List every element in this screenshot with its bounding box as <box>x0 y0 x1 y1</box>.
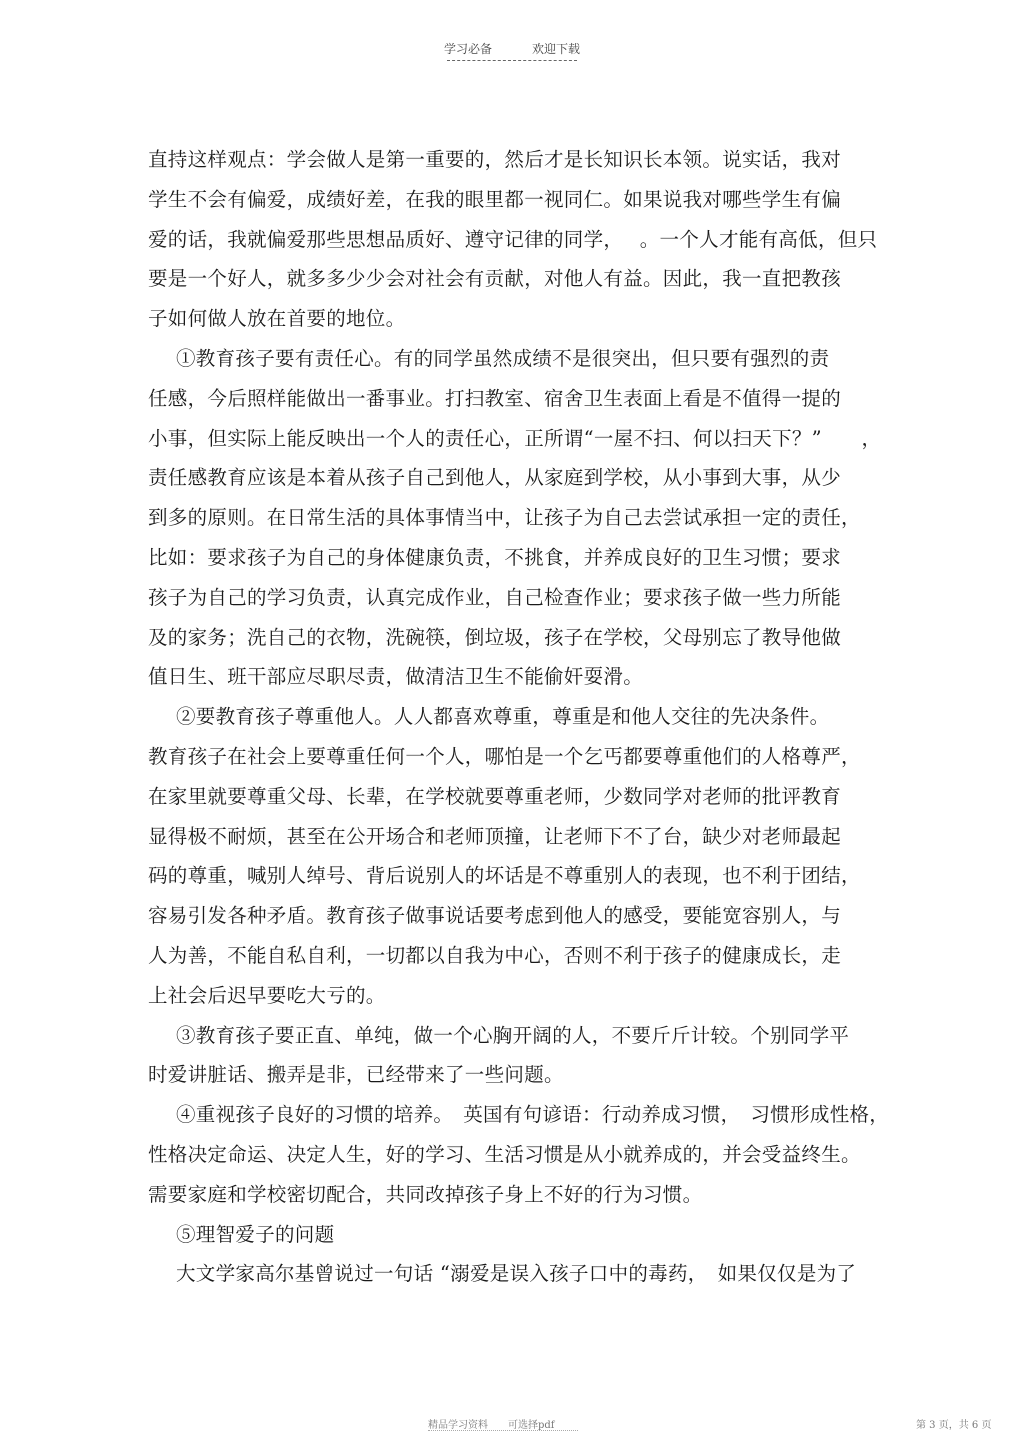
text-line: ⑤理智爱子的问题 <box>176 1222 335 1246</box>
text-line: 孩子为自己的学习负责，认真完成作业，自己检查作业；要求孩子做一些力所能 <box>148 585 842 609</box>
text-line: ③教育孩子要正直、单纯，做一个心胸开阔的人，不要斤斤计较。个别同学平 <box>176 1023 850 1047</box>
footer-page-number: 第 3 页，共 6 页 <box>916 1420 992 1431</box>
footer-left-text: 精品学习资料 可选择pdf <box>428 1420 555 1431</box>
text-line: 大文学家高尔基曾说过一句话 “溺爱是误入孩子口中的毒药， 如果仅仅是为了 <box>176 1262 857 1286</box>
text-line: 显得极不耐烦，甚至在公开场合和老师顶撞，让老师下不了台，缺少对老师最起 <box>148 824 842 848</box>
header-rule <box>447 60 577 61</box>
text-line: 比如：要求孩子为自己的身体健康负责，不挑食，并养成良好的卫生习惯；要求 <box>148 545 842 569</box>
text-line: 上社会后迟早要吃大亏的。 <box>148 983 386 1007</box>
text-line: 人为善，不能自私自利，一切都以自我为中心，否则不利于孩子的健康成长，走 <box>148 943 842 967</box>
text-line: 小事，但实际上能反映出一个人的责任心，正所谓“一屋不扫、何以扫天下？” ， <box>148 426 882 450</box>
text-line: 要是一个好人，就多多少少会对社会有贡献，对他人有益。因此，我一直把教孩 <box>148 267 842 291</box>
text-line: 码的尊重，喊别人绰号、背后说别人的坏话是不尊重别人的表现，也不利于团结， <box>148 864 861 888</box>
text-line: 子如何做人放在首要的地位。 <box>148 307 406 331</box>
text-line: 直持这样观点：学会做人是第一重要的，然后才是长知识长本领。说实话，我对 <box>148 148 842 171</box>
text-line: 值日生、班干部应尽职尽责，做清洁卫生不能偷奸耍滑。 <box>148 665 644 689</box>
body-text <box>148 140 888 1294</box>
header-left-text: 学习必备 <box>443 42 492 56</box>
text-line: 责任感教育应该是本着从孩子自己到他人，从家庭到学校，从小事到大事，从少 <box>148 466 842 490</box>
text-line: 教育孩子在社会上要尊重任何一个人，哪怕是一个乞丐都要尊重他们的人格尊严， <box>148 744 861 768</box>
text-line: 及的家务；洗自己的衣物，洗碗筷，倒垃圾，孩子在学校，父母别忘了教导他做 <box>148 625 842 649</box>
text-line: 学生不会有偏爱，成绩好差，在我的眼里都一视同仁。如果说我对哪些学生有偏 <box>148 187 842 211</box>
text-line: 任感，今后照样能做出一番事业。打扫教室、宿舍卫生表面上看是不值得一提的 <box>148 386 842 410</box>
text-line: 性格决定命运、决定人生，好的学习、生活习惯是从小就养成的，并会受益终生。 <box>148 1142 861 1166</box>
text-line: 需要家庭和学校密切配合，共同改掉孩子身上不好的行为习惯。 <box>148 1182 703 1206</box>
text-line: 容易引发各种矛盾。教育孩子做事说话要考虑到他人的感受，要能宽容别人，与 <box>148 904 842 928</box>
footer-rule <box>428 1430 578 1431</box>
text-line: ④重视孩子良好的习惯的培养。 英国有句谚语：行动养成习惯， 习惯形成性格， <box>176 1103 890 1127</box>
header-right-text: 欢迎下载 <box>532 42 581 56</box>
text-line: 爱的话，我就偏爱那些思想品质好、遵守记律的同学， 。一个人才能有高低，但只 <box>148 227 878 251</box>
text-line: 到多的原则。在日常生活的具体事情当中，让孩子为自己去尝试承担一定的责任， <box>148 506 861 530</box>
page-header <box>0 40 1024 57</box>
text-line: 时爱讲脏话、搬弄是非，已经带来了一些问题。 <box>148 1063 564 1087</box>
text-line: 在家里就要尊重父母、长辈，在学校就要尊重老师，少数同学对老师的批评教育 <box>148 784 842 808</box>
text-line: ①教育孩子要有责任心。有的同学虽然成绩不是很突出，但只要有强烈的责 <box>176 346 830 370</box>
text-line: ②要教育孩子尊重他人。人人都喜欢尊重，尊重是和他人交往的先决条件。 <box>176 705 830 729</box>
